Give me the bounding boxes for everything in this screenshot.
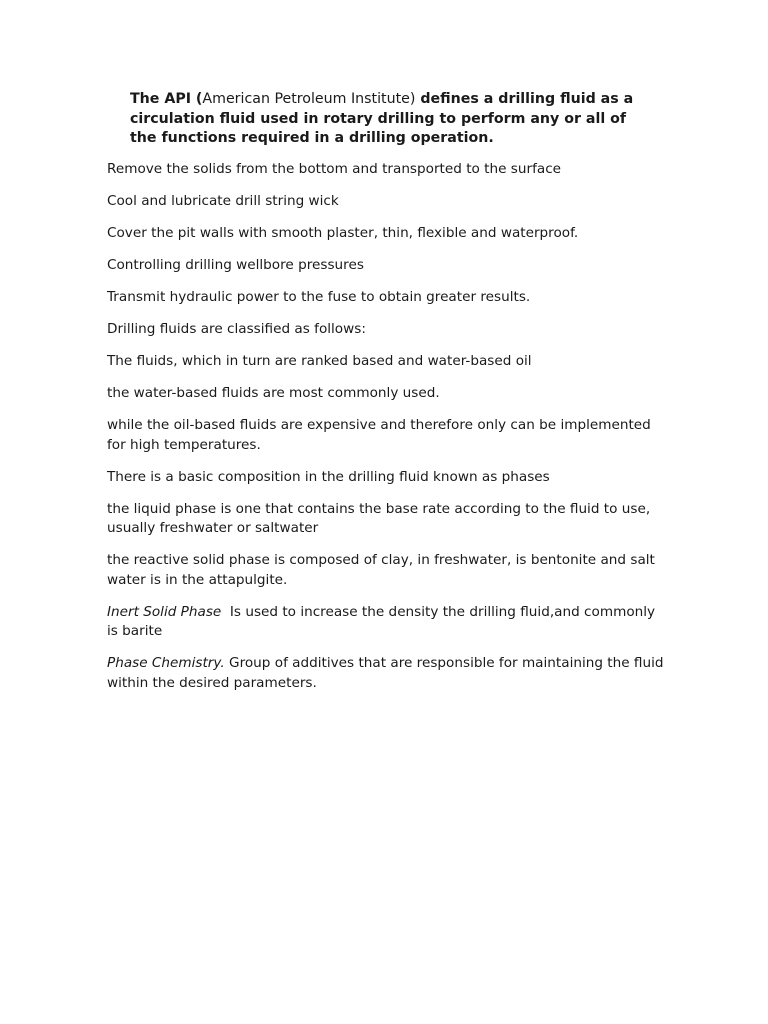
paragraph-phase-chemistry <box>107 654 667 693</box>
inert-text: Is used to increase the density the drilling fluid,and commonly is barite <box>107 603 660 639</box>
intro-paragraph <box>130 90 650 149</box>
chemistry-term: Phase Chemistry. <box>107 655 225 671</box>
paragraph-oil-based: while the oil-based fluids are expensive and therefore only can be implemented for high temperatures. <box>107 417 651 453</box>
paragraph-water-based: the water-based fluids are most commonly used. <box>107 385 440 401</box>
chemistry-text: Group of additives that are responsible for maintaining the fluid within the desired parameters. <box>107 655 664 691</box>
paragraph-reactive-solid: the reactive solid phase is composed of clay, in freshwater, is bentonite and salt water is in the attapulgite. <box>107 552 655 588</box>
paragraph-inert-solid <box>107 603 667 642</box>
intro-definition: defines a drilling fluid as a circulation fluid used in rotary drilling to perform any or all of the functions required in a drilling operation. <box>130 91 634 146</box>
paragraph-pressures: Controlling drilling wellbore pressures <box>107 257 364 273</box>
intro-api-expansion: American Petroleum Institute) <box>202 91 416 107</box>
paragraph-pit-walls: Cover the pit walls with smooth plaster, thin, flexible and waterproof. <box>107 225 579 241</box>
paragraph-cool: Cool and lubricate drill string wick <box>107 193 339 209</box>
paragraph-ranked: The fluids, which in turn are ranked based and water-based oil <box>107 353 532 369</box>
paragraph-classified: Drilling fluids are classified as follows: <box>107 321 366 337</box>
paragraph-hydraulic: Transmit hydraulic power to the fuse to obtain greater results. <box>107 289 531 305</box>
paragraph-phases: There is a basic composition in the drilling fluid known as phases <box>107 468 550 485</box>
intro-lead: The API ( <box>130 91 203 107</box>
paragraph-solids: Remove the solids from the bottom and transported to the surface <box>107 161 562 177</box>
inert-term: Inert Solid Phase <box>107 603 222 620</box>
paragraph-liquid-phase: the liquid phase is one that contains the base rate according to the fluid to use, usually freshwater or saltwater <box>107 500 651 536</box>
body-paragraphs <box>107 160 667 706</box>
